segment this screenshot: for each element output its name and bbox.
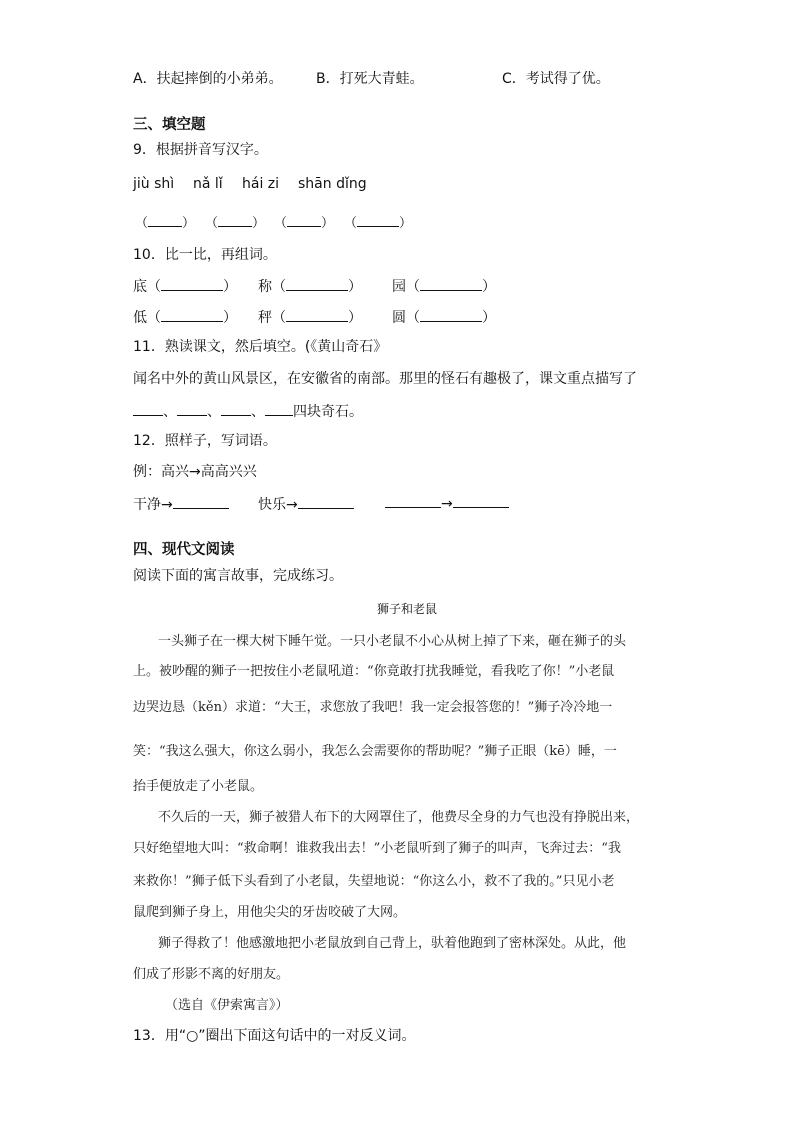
story-line: 一头狮子在一棵大树下睡午觉。一只小老鼠不小心从树上掉了下来，砸在狮子的头 [158, 634, 627, 649]
answer-blank-1[interactable]: （ ） [135, 212, 195, 231]
story-line: 边哭边恳（kěn）求道：“大王，求您放了我吧！我一定会报答您的！”狮子冷冷地一 [133, 700, 613, 715]
q10-row1-item2[interactable]: 称（ ） [258, 279, 362, 295]
q11-blanks[interactable]: 、 、 、 四块奇石。 [133, 401, 363, 421]
story-line: 只好绝望地大叫：“救命啊！谁救我出去！”小老鼠听到了狮子的叫声，飞奔过去：“我 [133, 841, 621, 856]
option-a: A．扶起摔倒的小弟弟。 [133, 71, 283, 87]
q9-prompt: 9．根据拼音写汉字。 [133, 142, 268, 158]
q10-row2-item3[interactable]: 圆（ ） [392, 310, 496, 326]
q10-row1-item1[interactable]: 底（ ） [133, 279, 237, 295]
q12-example: 例：高兴→高高兴兴 [133, 464, 257, 480]
answer-blank-4[interactable]: （ ） [344, 212, 412, 231]
section-three-heading: 三、填空题 [133, 117, 206, 133]
q11-prompt: 11．熟读课文，然后填空。(《黄山奇石》 [133, 339, 388, 355]
q12-item3[interactable]: → [385, 494, 509, 512]
q11-text: 闻名中外的黄山风景区，在安徽省的南部。那里的怪石有趣极了，课文重点描写了 [133, 371, 637, 387]
q12-item1[interactable]: 干净→ [133, 494, 229, 514]
option-c: C．考试得了优。 [502, 71, 610, 87]
story-line: 上。被吵醒的狮子一把按住小老鼠吼道：“你竟敢打扰我睡觉，看我吃了你！”小老鼠 [133, 664, 615, 679]
q13-prompt: 13．用“○”圈出下面这句话中的一对反义词。 [133, 1028, 416, 1044]
pinyin-1: jiù shì [133, 176, 175, 192]
story-line: 不久后的一天，狮子被猎人布下的大网罩住了，他费尽全身的力气也没有挣脱出来， [158, 810, 640, 825]
pinyin-2: nǎ lǐ [193, 176, 223, 192]
section-four-heading: 四、现代文阅读 [133, 542, 235, 558]
story-line: 笑：“我这么强大，你这么弱小，我怎么会需要你的帮助呢？”狮子正眼（kē）睡，一 [133, 744, 617, 759]
q10-row2-item2[interactable]: 秤（ ） [258, 310, 362, 326]
q10-prompt: 10．比一比，再组词。 [133, 247, 277, 263]
story-line: 来救你！”狮子低下头看到了小老鼠，失望地说：“你这么小，救不了我的。”只见小老 [133, 874, 615, 889]
story-line: 们成了形影不离的好朋友。 [133, 967, 290, 982]
story-line: 狮子得救了！他感激地把小老鼠放到自己背上，驮着他跑到了密林深处。从此，他 [158, 936, 627, 951]
story-source: （选自《伊索寓言》） [165, 998, 289, 1013]
answer-blank-2[interactable]: （ ） [205, 212, 265, 231]
story-title: 狮子和老鼠 [377, 602, 438, 616]
option-b: B．打死大青蛙。 [316, 71, 424, 87]
reading-instruction: 阅读下面的寓言故事，完成练习。 [133, 568, 343, 584]
story-line: 鼠爬到狮子身上，用他尖尖的牙齿咬破了大网。 [133, 905, 407, 920]
q10-row1-item3[interactable]: 园（ ） [392, 279, 496, 295]
q10-row2-item1[interactable]: 低（ ） [133, 310, 237, 326]
q12-prompt: 12．照样子，写词语。 [133, 433, 277, 449]
pinyin-3: hái zi [242, 176, 280, 192]
q12-item2[interactable]: 快乐→ [258, 494, 354, 514]
answer-blank-3[interactable]: （ ） [274, 212, 334, 231]
story-line: 抬手便放走了小老鼠。 [133, 779, 264, 794]
pinyin-4: shān dǐng [298, 176, 367, 192]
